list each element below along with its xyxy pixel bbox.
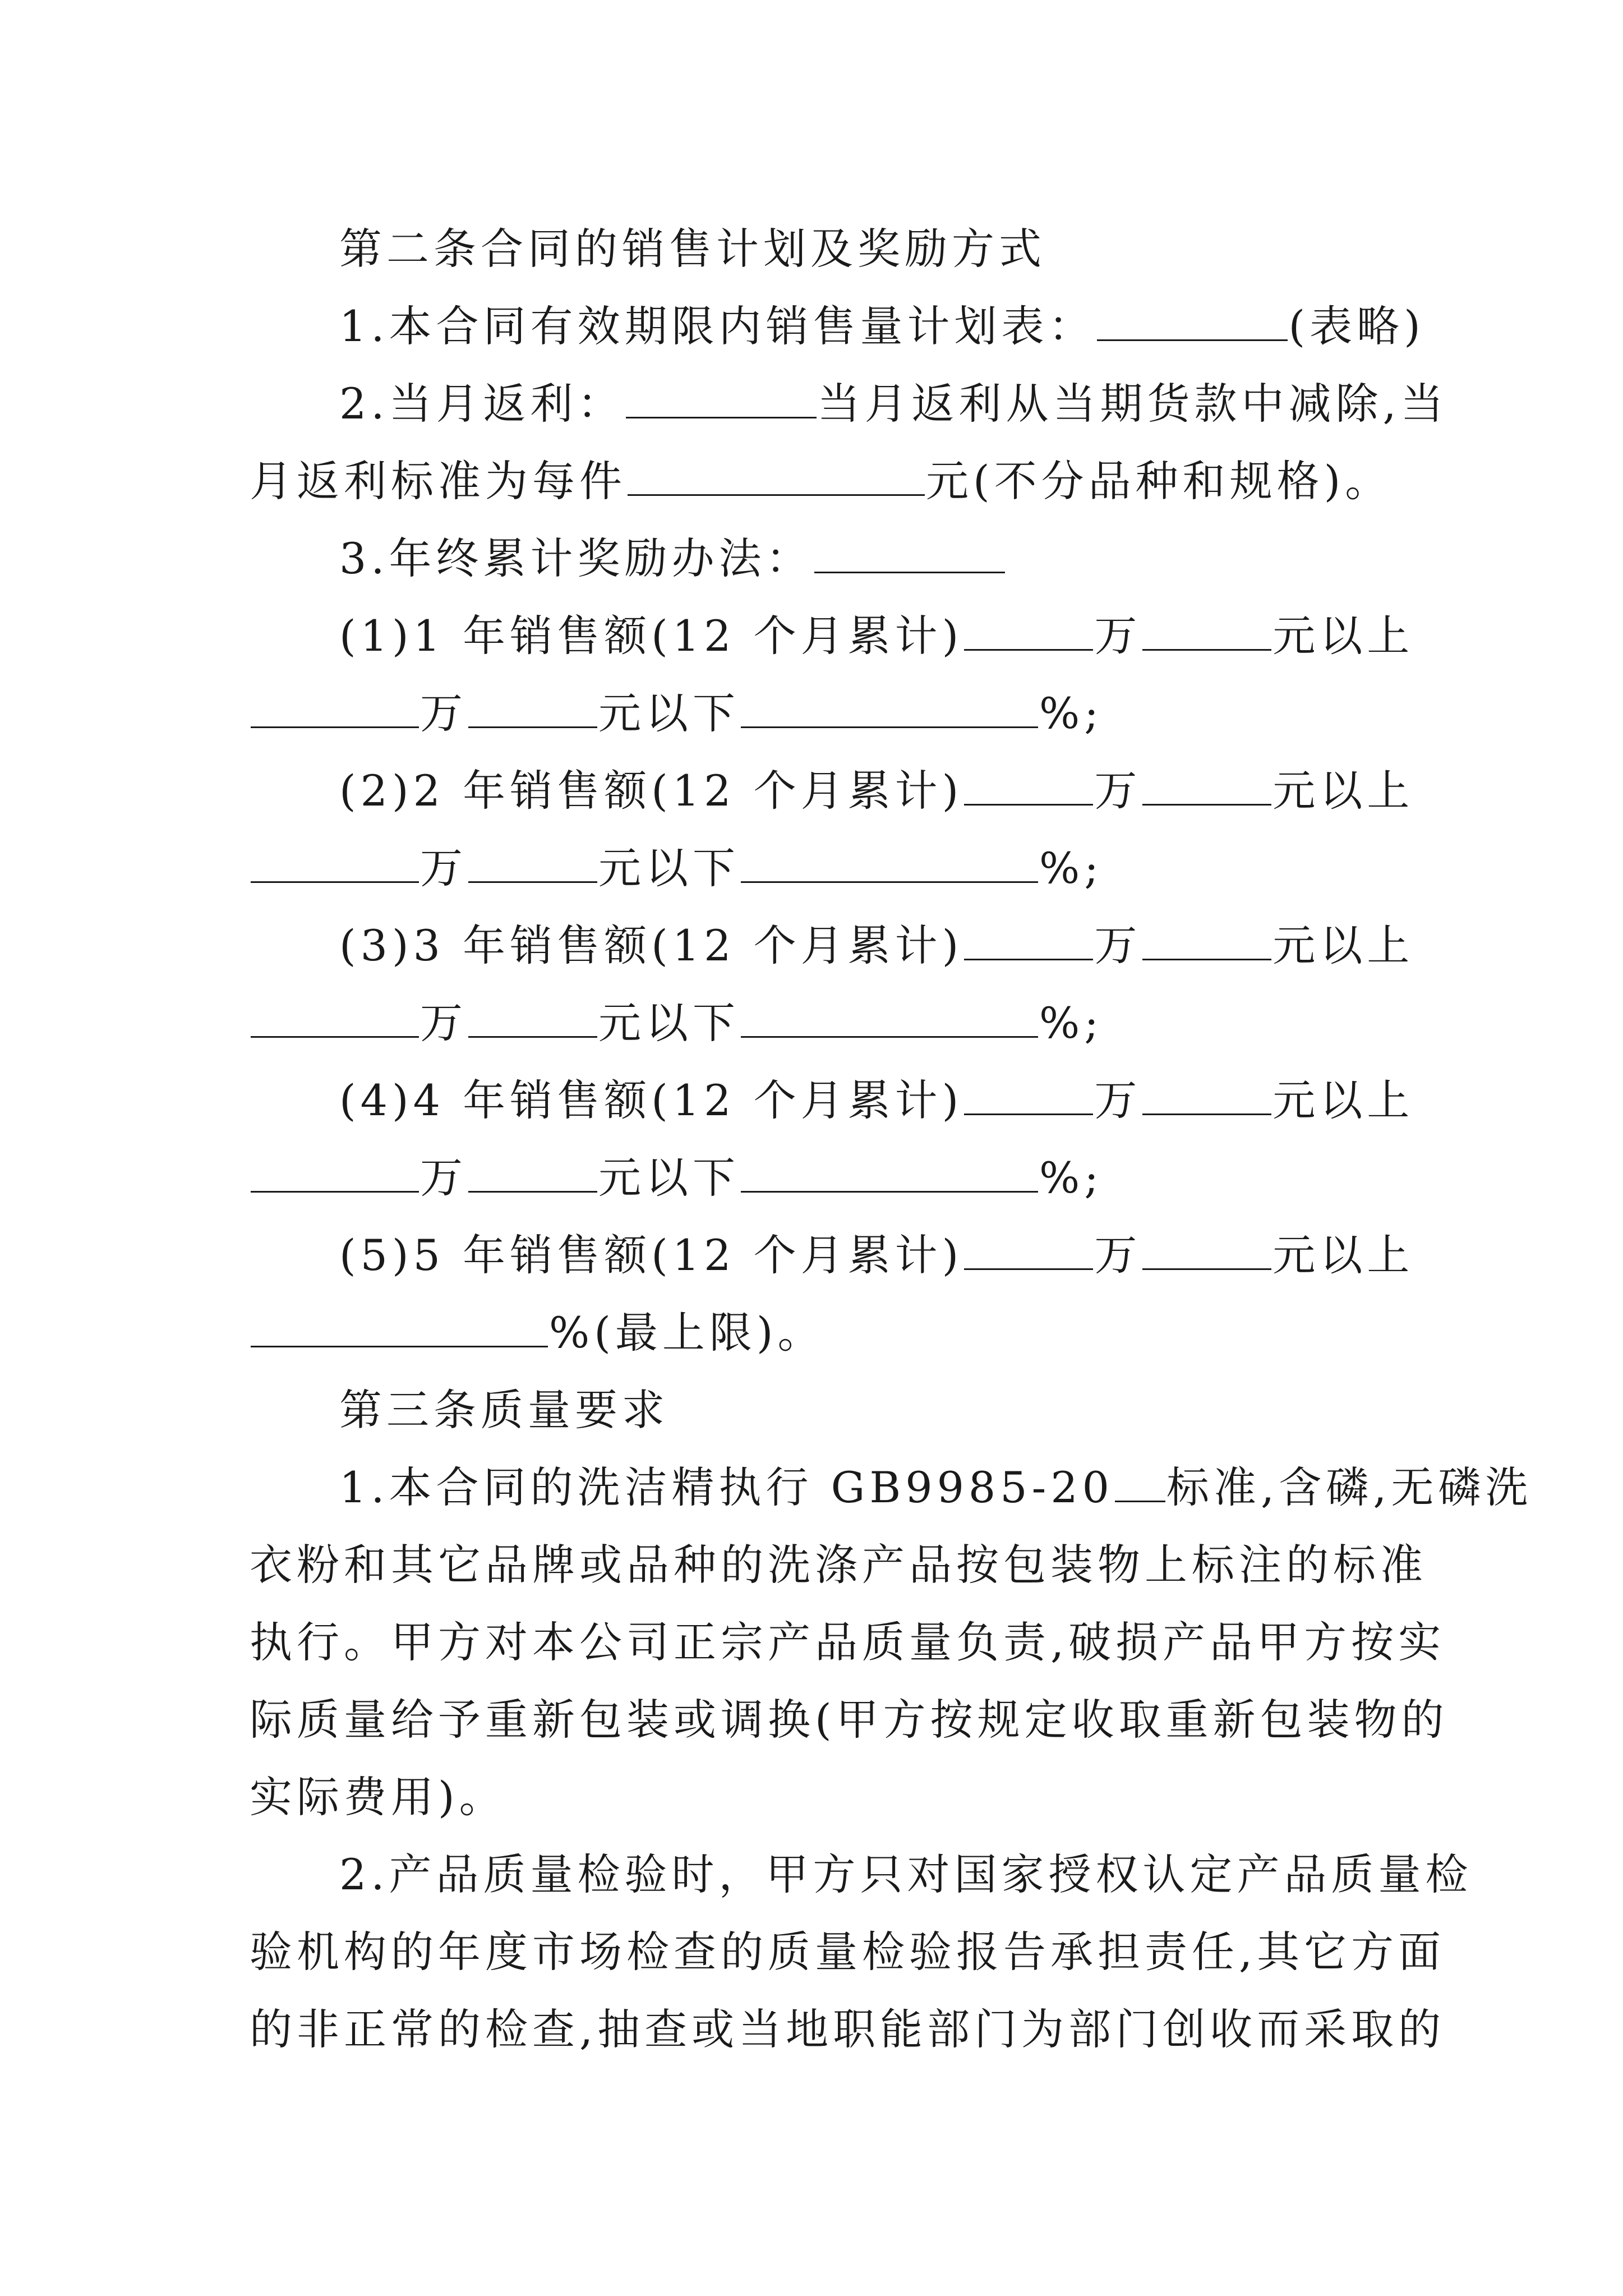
blank-line[interactable] [814, 537, 1005, 573]
article3-item1-line: 实际费用)。 [250, 1772, 506, 1822]
blank-line[interactable] [251, 1001, 419, 1038]
tier-row: (4)4 年销售额(12 个月累计) 万 元以上 [339, 1075, 1414, 1125]
tier-row: (1)1 年销售额(12 个月累计) 万 元以上 [339, 611, 1414, 661]
article2-item1: 1.本合同有效期限内销售量计划表： (表略) [339, 301, 1425, 351]
blank-line[interactable] [741, 1156, 1038, 1193]
blank-line[interactable] [1142, 1234, 1271, 1270]
blank-line[interactable] [964, 924, 1093, 960]
blank-line[interactable] [468, 1156, 597, 1193]
tier-row: (5)5 年销售额(12 个月累计) 万 元以上 [339, 1230, 1414, 1280]
tier-row-cont: 万 元以下 %; [250, 830, 1388, 907]
blank-line[interactable] [468, 1001, 597, 1038]
tier-row: (3)3 年销售额(12 个月累计) 万 元以上 [339, 921, 1414, 970]
blank-line[interactable] [1142, 614, 1271, 651]
article3-item2-line: 的非正常的检查,抽查或当地职能部门为部门创收而采取的 [250, 2004, 1446, 2054]
blank-line[interactable] [251, 1156, 419, 1193]
blank-line[interactable] [251, 1311, 548, 1347]
blank-line[interactable] [964, 1234, 1093, 1270]
article3-heading: 第三条质量要求 [339, 1385, 669, 1435]
article3-item1-line: 执行。甲方对本公司正宗产品质量负责,破损产品甲方按实 [250, 1617, 1446, 1667]
article2-heading: 第二条合同的销售计划及奖励方式 [339, 224, 1046, 274]
blank-line[interactable] [468, 846, 597, 883]
article3-item2-line: 验机构的年度市场检查的质量检验报告承担责任,其它方面 [250, 1927, 1446, 1977]
blank-line[interactable] [741, 692, 1038, 728]
blank-line[interactable] [1097, 305, 1288, 341]
blank-line[interactable] [1142, 769, 1271, 806]
article3-item1: 1.本合同的洗洁精执行 GB9985-20 标准,含磷,无磷洗 [339, 1462, 1533, 1512]
article3-item1-line: 衣粉和其它品牌或品种的洗涤产品按包装物上标注的标准 [250, 1540, 1427, 1590]
blank-line[interactable] [1115, 1466, 1165, 1502]
article3-item1-line: 际质量给予重新包装或调换(甲方按规定收取重新包装物的 [250, 1695, 1449, 1745]
article2-item3: 3.年终累计奖励办法： [250, 520, 1388, 597]
blank-line[interactable] [628, 459, 925, 496]
tier-row: (2)2 年销售额(12 个月累计) 万 元以上 [339, 766, 1414, 816]
blank-line[interactable] [626, 382, 817, 418]
tier-row-cont: %(最上限)。 [250, 1294, 1388, 1372]
article2-item2: 2.当月返利： 当月返利从当期货款中减除,当 [339, 379, 1448, 429]
blank-line[interactable] [251, 692, 419, 728]
blank-line[interactable] [964, 1079, 1093, 1115]
article3-item2: 2.产品质量检验时，甲方只对国家授权认定产品质量检 [339, 1849, 1473, 1899]
article2-item2-cont: 月返利标准为每件 元(不分品种和规格)。 [250, 456, 1393, 506]
blank-line[interactable] [251, 846, 419, 883]
blank-line[interactable] [964, 769, 1093, 806]
blank-line[interactable] [1142, 1079, 1271, 1115]
blank-line[interactable] [964, 614, 1093, 651]
tier-row-cont: 万 元以下 %; [250, 984, 1388, 1062]
tier-row-cont: 万 元以下 %; [250, 1139, 1388, 1217]
blank-line[interactable] [741, 1001, 1038, 1038]
blank-line[interactable] [1142, 924, 1271, 960]
tier-row-cont: 万 元以下 %; [250, 675, 1388, 752]
blank-line[interactable] [468, 692, 597, 728]
document-page [250, 210, 1533, 2068]
blank-line[interactable] [741, 846, 1038, 883]
